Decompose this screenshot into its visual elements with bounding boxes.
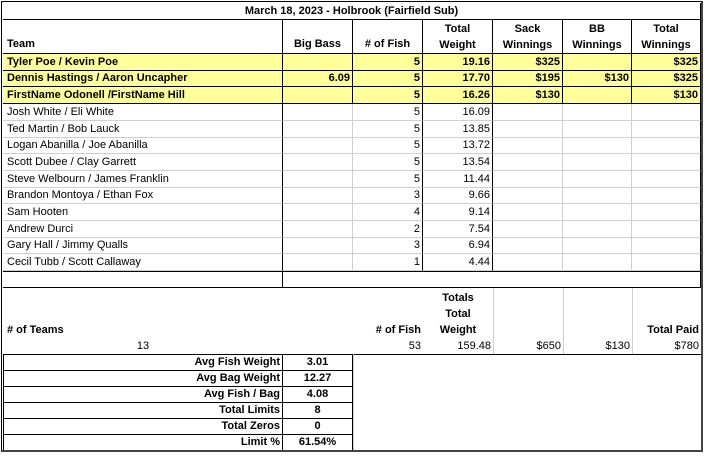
row-num-fish: 4 bbox=[353, 204, 423, 221]
row-sack-winnings bbox=[493, 121, 563, 138]
row-sack-winnings bbox=[493, 171, 563, 188]
row-total-weight: 17.70 bbox=[423, 71, 493, 87]
row-sack-winnings bbox=[493, 254, 563, 271]
row-big-bass bbox=[283, 238, 353, 254]
row-bb-winnings bbox=[563, 54, 632, 71]
header-total-weight-line2: Weight bbox=[439, 39, 476, 51]
num-fish-label: # of Fish bbox=[375, 324, 421, 336]
stat-value: 4.08 bbox=[283, 387, 353, 403]
row-bb-winnings bbox=[563, 238, 632, 254]
row-bb-winnings bbox=[563, 121, 632, 138]
row-big-bass bbox=[283, 154, 353, 171]
row-num-fish: 3 bbox=[353, 188, 423, 204]
row-team-name: Logan Abanilla / Joe Abanilla bbox=[3, 138, 283, 154]
row-big-bass bbox=[283, 188, 353, 204]
row-team-name: Andrew Durci bbox=[3, 221, 283, 238]
row-bb-winnings bbox=[563, 221, 632, 238]
row-total-winnings: $130 bbox=[632, 87, 701, 104]
row-num-fish: 3 bbox=[353, 238, 423, 254]
row-total-weight: 9.14 bbox=[423, 204, 493, 221]
total-paid-value: $780 bbox=[632, 338, 701, 355]
row-total-weight: 19.16 bbox=[423, 54, 493, 71]
totals-label-line1: Totals bbox=[442, 292, 474, 304]
row-sack-winnings: $130 bbox=[493, 87, 563, 104]
row-total-weight: 13.85 bbox=[423, 121, 493, 138]
row-total-winnings bbox=[632, 221, 701, 238]
row-total-weight: 13.54 bbox=[423, 154, 493, 171]
stat-label: Avg Fish Weight bbox=[3, 355, 283, 371]
row-team-name: Steve Welbourn / James Franklin bbox=[3, 171, 283, 188]
bb-total: $130 bbox=[563, 338, 632, 355]
row-big-bass bbox=[283, 104, 353, 121]
sheet-title: March 18, 2023 - Holbrook (Fairfield Sub) bbox=[3, 3, 701, 20]
row-team-name: Gary Hall / Jimmy Qualls bbox=[3, 238, 283, 254]
row-bb-winnings: $130 bbox=[563, 71, 632, 87]
row-bb-winnings bbox=[563, 138, 632, 154]
row-total-weight: 7.54 bbox=[423, 221, 493, 238]
row-bb-winnings bbox=[563, 204, 632, 221]
row-total-winnings bbox=[632, 154, 701, 171]
row-total-weight: 4.44 bbox=[423, 254, 493, 271]
row-total-winnings bbox=[632, 121, 701, 138]
header-bb-line2: Winnings bbox=[572, 39, 622, 51]
num-teams-label: # of Teams bbox=[7, 324, 64, 336]
row-big-bass bbox=[283, 121, 353, 138]
row-big-bass bbox=[283, 254, 353, 271]
stats-gridline-v1 bbox=[353, 354, 354, 450]
row-sack-winnings bbox=[493, 188, 563, 204]
header-total-winnings bbox=[632, 20, 701, 54]
row-total-winnings bbox=[632, 138, 701, 154]
header-team bbox=[3, 20, 283, 54]
header-bb-line1: BB bbox=[589, 23, 605, 35]
row-total-weight: 13.72 bbox=[423, 138, 493, 154]
header-tw-line2: Winnings bbox=[641, 39, 691, 51]
row-num-fish: 5 bbox=[353, 171, 423, 188]
header-sack-line2: Winnings bbox=[502, 39, 553, 51]
stat-value: 3.01 bbox=[283, 355, 353, 371]
total-paid-label: Total Paid bbox=[647, 324, 699, 336]
row-team-name: Tyler Poe / Kevin Poe bbox=[3, 54, 283, 71]
row-total-weight: 6.94 bbox=[423, 238, 493, 254]
row-sack-winnings bbox=[493, 204, 563, 221]
row-num-fish: 5 bbox=[353, 154, 423, 171]
stat-label: Limit % bbox=[3, 435, 283, 451]
row-big-bass bbox=[283, 54, 353, 71]
blank-separator-rest bbox=[283, 271, 701, 288]
row-sack-winnings: $195 bbox=[493, 71, 563, 87]
blank-separator-team bbox=[3, 271, 283, 288]
row-team-name: Ted Martin / Bob Lauck bbox=[3, 121, 283, 138]
header-num-fish bbox=[353, 20, 423, 54]
header-num-fish-label: # of Fish bbox=[364, 38, 411, 50]
totals-label-line3: Weight bbox=[439, 324, 477, 336]
stat-label: Avg Fish / Bag bbox=[3, 387, 283, 403]
row-big-bass bbox=[283, 221, 353, 238]
row-team-name: Josh White / Eli White bbox=[3, 104, 283, 121]
stat-value: 0 bbox=[283, 419, 353, 435]
row-big-bass bbox=[283, 171, 353, 188]
header-total-weight-line1: Total bbox=[444, 23, 471, 35]
row-total-winnings bbox=[632, 204, 701, 221]
row-bb-winnings bbox=[563, 104, 632, 121]
row-sack-winnings: $325 bbox=[493, 54, 563, 71]
totals-gridline-2 bbox=[563, 288, 564, 354]
stat-label: Total Zeros bbox=[3, 419, 283, 435]
stat-label: Total Limits bbox=[3, 403, 283, 419]
header-sack-winnings bbox=[493, 20, 563, 54]
spacer-bigbass-total bbox=[283, 338, 353, 355]
row-total-weight: 16.26 bbox=[423, 87, 493, 104]
row-total-winnings bbox=[632, 171, 701, 188]
row-bb-winnings bbox=[563, 154, 632, 171]
row-num-fish: 5 bbox=[353, 54, 423, 71]
header-big-bass bbox=[283, 20, 353, 54]
row-bb-winnings bbox=[563, 254, 632, 271]
row-sack-winnings bbox=[493, 221, 563, 238]
row-total-weight: 9.66 bbox=[423, 188, 493, 204]
num-teams-value: 13 bbox=[3, 338, 283, 355]
header-sack-line1: Sack bbox=[514, 23, 541, 35]
row-team-name: Sam Hooten bbox=[3, 204, 283, 221]
row-sack-winnings bbox=[493, 154, 563, 171]
row-num-fish: 2 bbox=[353, 221, 423, 238]
stat-value: 8 bbox=[283, 403, 353, 419]
row-num-fish: 5 bbox=[353, 87, 423, 104]
row-total-weight: 16.09 bbox=[423, 104, 493, 121]
row-team-name: FirstName Odonell /FirstName Hill bbox=[3, 87, 283, 104]
row-total-winnings bbox=[632, 188, 701, 204]
header-bb-winnings bbox=[563, 20, 632, 54]
totals-gridline-3 bbox=[632, 288, 633, 354]
row-big-bass bbox=[283, 138, 353, 154]
row-big-bass bbox=[283, 204, 353, 221]
row-team-name: Brandon Montoya / Ethan Fox bbox=[3, 188, 283, 204]
header-team-label: Team bbox=[7, 38, 35, 50]
row-total-winnings: $325 bbox=[632, 71, 701, 87]
header-big-bass-label: Big Bass bbox=[293, 38, 342, 50]
totals-label-line2: Total bbox=[445, 308, 471, 320]
row-bb-winnings bbox=[563, 188, 632, 204]
row-total-weight: 11.44 bbox=[423, 171, 493, 188]
row-team-name: Scott Dubee / Clay Garrett bbox=[3, 154, 283, 171]
row-num-fish: 5 bbox=[353, 138, 423, 154]
row-num-fish: 5 bbox=[353, 71, 423, 87]
row-sack-winnings bbox=[493, 238, 563, 254]
row-total-winnings bbox=[632, 238, 701, 254]
sack-total: $650 bbox=[493, 338, 563, 355]
stat-value: 12.27 bbox=[283, 371, 353, 387]
row-total-winnings: $325 bbox=[632, 54, 701, 71]
row-total-winnings bbox=[632, 254, 701, 271]
row-team-name: Dennis Hastings / Aaron Uncapher bbox=[3, 71, 283, 87]
row-big-bass: 6.09 bbox=[283, 71, 353, 87]
row-big-bass bbox=[283, 87, 353, 104]
row-total-winnings bbox=[632, 104, 701, 121]
row-sack-winnings bbox=[493, 138, 563, 154]
row-num-fish: 5 bbox=[353, 104, 423, 121]
totals-gridline-1 bbox=[493, 288, 494, 354]
row-sack-winnings bbox=[493, 104, 563, 121]
row-bb-winnings bbox=[563, 87, 632, 104]
row-num-fish: 1 bbox=[353, 254, 423, 271]
row-num-fish: 5 bbox=[353, 121, 423, 138]
num-fish-total: 53 bbox=[353, 338, 423, 355]
header-total-weight bbox=[423, 20, 493, 54]
total-weight-total: 159.48 bbox=[423, 338, 493, 355]
header-tw-line1: Total bbox=[653, 23, 679, 35]
row-team-name: Cecil Tubb / Scott Callaway bbox=[3, 254, 283, 271]
stat-label: Avg Bag Weight bbox=[3, 371, 283, 387]
stat-value: 61.54% bbox=[283, 435, 353, 451]
row-bb-winnings bbox=[563, 171, 632, 188]
